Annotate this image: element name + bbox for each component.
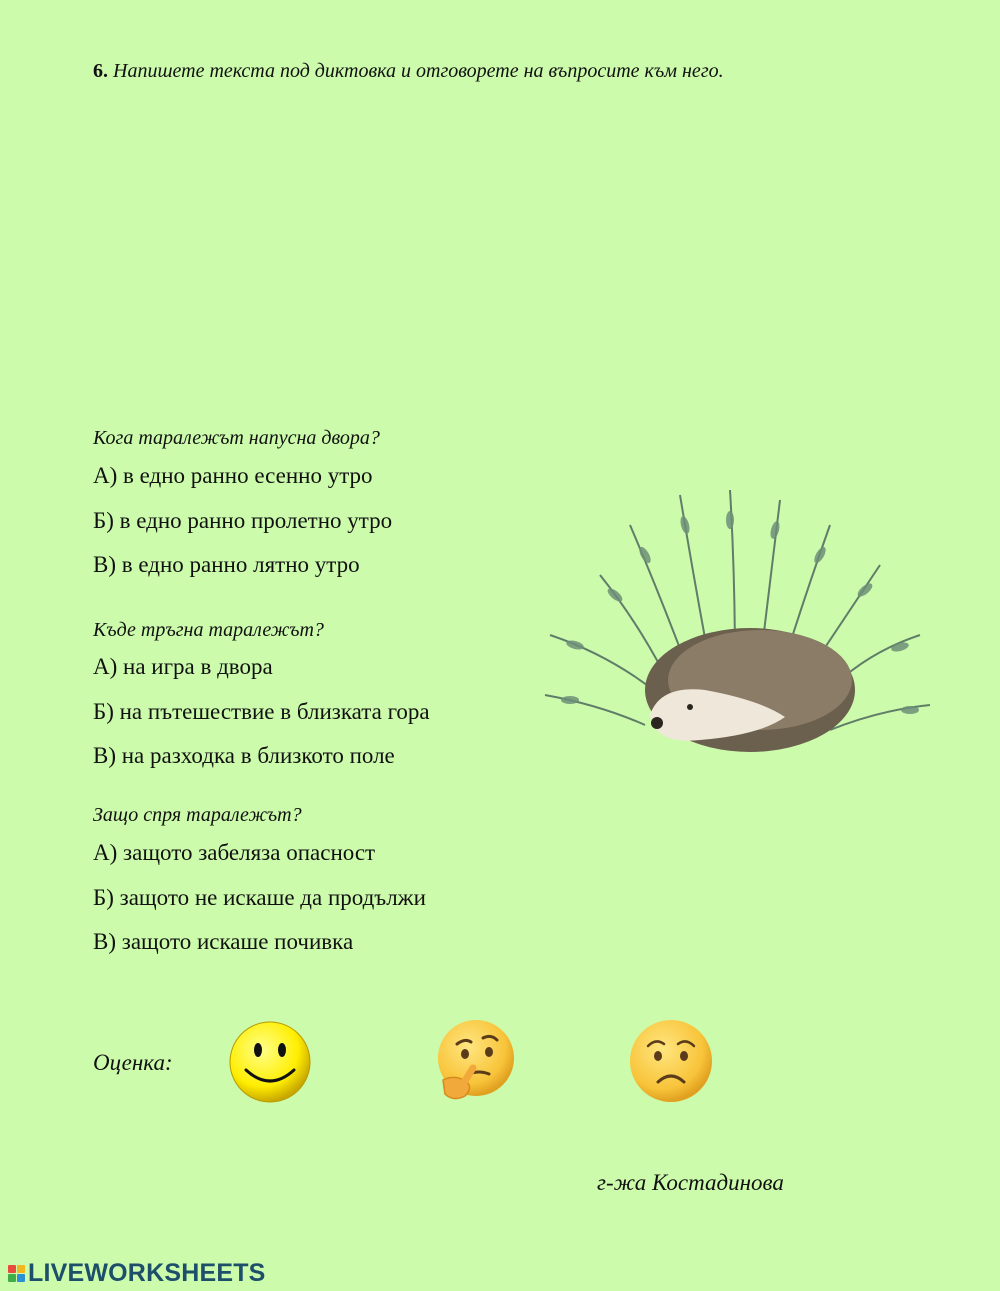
liveworksheets-logo[interactable] bbox=[8, 1259, 266, 1288]
grade-label: Оценка: bbox=[93, 1050, 173, 1075]
question-2: Къде тръгна таралежът? bbox=[93, 619, 324, 641]
question-1: Кога таралежът напусна двора? bbox=[93, 427, 380, 449]
question-3: Защо спря таралежът? bbox=[93, 804, 302, 826]
q2-option-c[interactable]: В) на разходка в близкото поле bbox=[93, 743, 395, 768]
task-text: Напишете текста под диктовка и отговорете на въпросите към него. bbox=[113, 60, 724, 82]
q3-option-c[interactable]: В) защото искаше почивка bbox=[93, 929, 354, 954]
q2-option-b[interactable]: Б) на пътешествие в близката гора bbox=[93, 699, 430, 724]
q1-option-b[interactable]: Б) в едно ранно пролетно утро bbox=[93, 508, 393, 533]
q3-option-a[interactable]: А) защото забеляза опасност bbox=[93, 840, 376, 865]
thinking-face-icon[interactable] bbox=[433, 1018, 519, 1104]
hedgehog-illustration bbox=[530, 485, 950, 815]
logo-text: LIVEWORKSHEETS bbox=[28, 1259, 266, 1287]
task-instruction bbox=[93, 60, 724, 83]
q2-option-a[interactable]: А) на игра в двора bbox=[93, 654, 273, 679]
q1-option-c[interactable]: В) в едно ранно лятно утро bbox=[93, 552, 360, 577]
logo-icon bbox=[8, 1265, 25, 1282]
q3-option-b[interactable]: Б) защото не искаше да продължи bbox=[93, 885, 426, 910]
teacher-signature: г-жа Костадинова bbox=[597, 1170, 784, 1195]
q1-option-a[interactable]: А) в едно ранно есенно утро bbox=[93, 463, 373, 488]
sad-face-icon[interactable] bbox=[628, 1018, 714, 1104]
hedgehog-body bbox=[645, 628, 855, 752]
happy-face-icon[interactable] bbox=[228, 1020, 312, 1104]
task-number: 6. bbox=[93, 60, 108, 82]
